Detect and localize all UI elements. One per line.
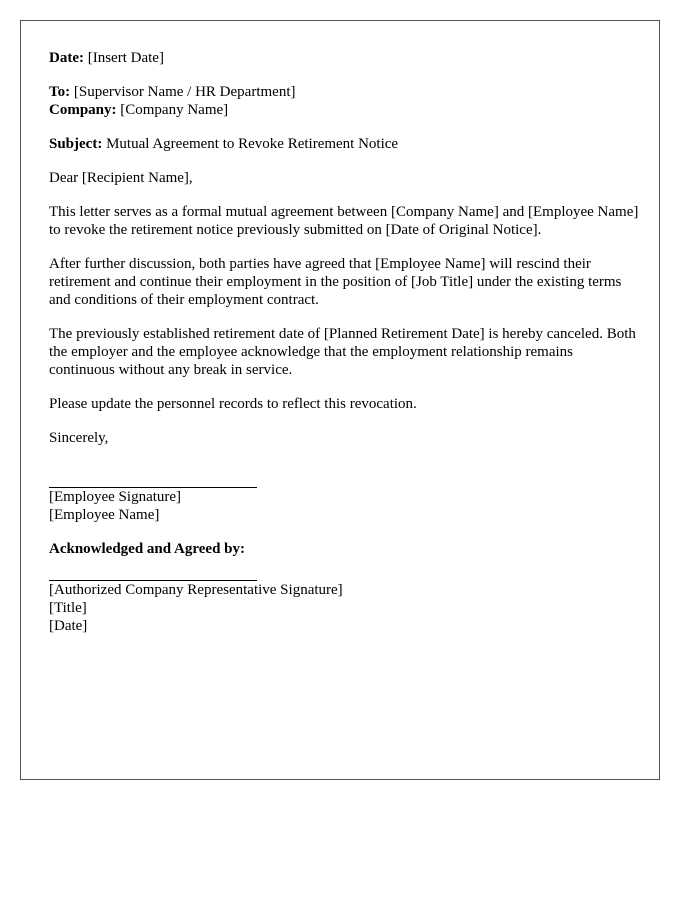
company-value: [Company Name] [120, 102, 229, 118]
date-label: Date: [49, 50, 84, 66]
employee-signature-block [49, 488, 639, 524]
subject-line [49, 135, 639, 153]
body-paragraph-2: After further discussion, both parties have agreed that [Employee Name] will rescind their retirement and continue their employment in the position of [Job Title] under the existing terms and conditions of their employment contract. [49, 256, 622, 308]
to-line [49, 83, 639, 101]
date-value: [Insert Date] [87, 50, 164, 66]
signature-space [49, 463, 639, 487]
representative-title-label: [Title] [49, 600, 87, 616]
salutation: Dear [Recipient Name], [49, 170, 193, 186]
representative-block [49, 581, 639, 635]
date-line [49, 49, 639, 67]
body-paragraph-3: The previously established retirement date of [Planned Retirement Date] is hereby canceled. Both the employer and the employee acknowledge that the employment relationship remains continuous without any break in service. [49, 326, 636, 378]
closing: Sincerely, [49, 430, 109, 446]
company-line [49, 101, 639, 119]
letter-page [20, 20, 660, 780]
acknowledgement-heading: Acknowledged and Agreed by: [49, 541, 245, 557]
representative-date-label: [Date] [49, 618, 88, 634]
body-paragraph-4: Please update the personnel records to reflect this revocation. [49, 396, 417, 412]
to-label: To: [49, 84, 71, 100]
employee-name-label: [Employee Name] [49, 507, 160, 523]
subject-value: Mutual Agreement to Revoke Retirement Notice [106, 136, 399, 152]
letter-content [49, 49, 639, 635]
recipient-block [49, 83, 639, 119]
to-value: [Supervisor Name / HR Department] [73, 84, 296, 100]
representative-signature-label: [Authorized Company Representative Signature] [49, 582, 343, 598]
employee-signature-label: [Employee Signature] [49, 489, 182, 505]
company-label: Company: [49, 102, 117, 118]
subject-label: Subject: [49, 136, 103, 152]
body-paragraph-1: This letter serves as a formal mutual agreement between [Company Name] and [Employee Name] to revoke the retirement notice previously submitted on [Date of Original Notice]. [49, 204, 639, 238]
